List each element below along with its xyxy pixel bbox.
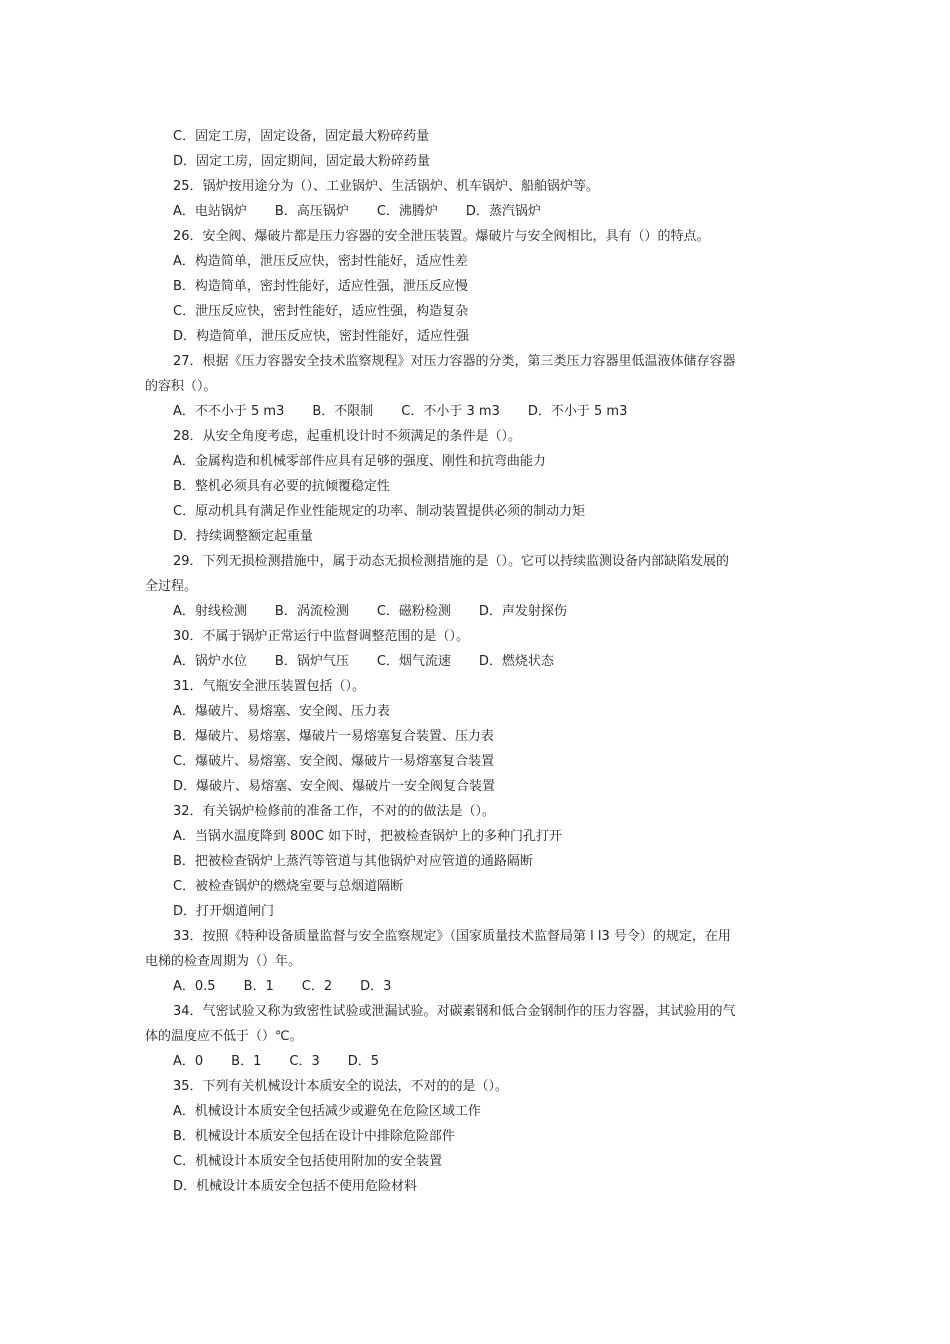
text-line: C．爆破片、易熔塞、安全阀、爆破片一易熔塞复合装置 [173, 754, 495, 769]
answer-option: C．沸腾炉 [376, 204, 438, 219]
text-line: 33．按照《特种设备质量监督与安全监察规定》（国家质量技术监督局第 l l3 号令）的规定，在用 [173, 929, 731, 944]
text-line: 30．不属于锅炉正常运行中监督调整范围的是（）。 [173, 629, 470, 644]
text-line: B．整机必须具有必要的抗倾覆稳定性 [173, 479, 390, 494]
answer-option: C．烟气流速 [376, 654, 451, 669]
text-line: D．打开烟道闸门 [173, 904, 275, 919]
text-line: D．持续调整额定起重量 [173, 529, 314, 544]
text-line-continuation: 全过程。 [145, 579, 198, 594]
text-line: 35．下列有关机械设计本质安全的说法，不对的的是（）。 [173, 1079, 509, 1094]
text-line: C．原动机具有满足作业性能规定的功率、制动装置提供必须的制动力矩 [173, 504, 586, 519]
text-line-continuation: 电梯的检查周期为（）年。 [145, 954, 302, 969]
answer-option: A．不不小于 5 m3 [173, 404, 285, 419]
text-line-continuation: 体的温度应不低于（）℃。 [145, 1029, 303, 1044]
text-line: 29．下列无损检测措施中，属于动态无损检测措施的是（）。它可以持续监测设备内部缺陷发展的 [173, 554, 730, 569]
text-line: D．爆破片、易熔塞、安全阀、爆破片一安全阀复合装置 [173, 779, 496, 794]
answer-option: B．高压锅炉 [274, 204, 349, 219]
option-row [0, 974, 950, 999]
text-line-continuation: 的容积（）。 [145, 379, 217, 394]
document-body [0, 124, 950, 1199]
answer-option: C．3 [289, 1054, 320, 1069]
text-line: 32．有关锅炉检修前的准备工作，不对的的做法是（）。 [173, 804, 496, 819]
option-row [0, 599, 950, 624]
answer-option: C．不小于 3 m3 [401, 404, 500, 419]
answer-option: A．0.5 [173, 979, 216, 994]
answer-option: C．磁粉检测 [376, 604, 451, 619]
text-line: D．构造简单，泄压反应快，密封性能好，适应性强 [173, 329, 470, 344]
answer-option: B．1 [243, 979, 274, 994]
option-row [0, 199, 950, 224]
answer-option: A．锅炉水位 [173, 654, 247, 669]
text-line: A．机械设计本质安全包括减少或避免在危险区域工作 [173, 1104, 481, 1119]
answer-option: B．不限制 [312, 404, 374, 419]
text-line: 25．锅炉按用途分为（）、工业锅炉、生活锅炉、机车锅炉、船舶锅炉等。 [173, 179, 600, 194]
answer-option: D．3 [360, 979, 392, 994]
text-line: 31．气瓶安全泄压装置包括（）。 [173, 679, 366, 694]
answer-option: A．0 [173, 1054, 204, 1069]
option-row [0, 649, 950, 674]
text-line: A．构造简单，泄压反应快，密封性能好，适应性差 [173, 254, 468, 269]
answer-option: D．声发射探伤 [478, 604, 567, 619]
text-line: A．爆破片、易熔塞、安全阀、压力表 [173, 704, 390, 719]
text-line: 34．气密试验又称为致密性试验或泄漏试验。对碳素钢和低合金钢制作的压力容器，其试验用的气 [173, 1004, 736, 1019]
text-line: A．金属构造和机械零部件应具有足够的强度、刚性和抗弯曲能力 [173, 454, 546, 469]
text-line: B．机械设计本质安全包括在设计中排除危险部件 [173, 1129, 455, 1144]
text-line: B．构造简单，密封性能好，适应性强，泄压反应慢 [173, 279, 468, 294]
answer-option: A．电站锅炉 [173, 204, 247, 219]
text-line: B．爆破片、易熔塞、爆破片一易熔塞复合装置、压力表 [173, 729, 494, 744]
text-line: C．泄压反应快，密封性能好，适应性强，构造复杂 [173, 304, 469, 319]
text-line: D．机械设计本质安全包括不使用危险材料 [173, 1179, 418, 1194]
text-line: C．机械设计本质安全包括使用附加的安全装置 [173, 1154, 443, 1169]
text-line: C．被检查锅炉的燃烧室要与总烟道隔断 [173, 879, 404, 894]
answer-option: D．5 [347, 1054, 380, 1069]
answer-option: D．蒸汽锅炉 [465, 204, 541, 219]
answer-option: D．燃烧状态 [478, 654, 554, 669]
text-line: D．固定工房，固定期间，固定最大粉碎药量 [173, 154, 431, 169]
answer-option: B．1 [231, 1054, 262, 1069]
text-line: A．当锅水温度降到 800C 如下时，把被检查锅炉上的多种门孔打开 [173, 829, 563, 844]
answer-option: D．不小于 5 m3 [527, 404, 628, 419]
answer-option: B．涡流检测 [274, 604, 349, 619]
text-line: C．固定工房，固定设备，固定最大粉碎药量 [173, 129, 430, 144]
text-line: 28．从安全角度考虑，起重机设计时不须满足的条件是（）。 [173, 429, 522, 444]
text-line: 27．根据《压力容器安全技术监察规程》对压力容器的分类，第三类压力容器里低温液体储存容器 [173, 354, 736, 369]
answer-option: C．2 [301, 979, 333, 994]
text-line: B．把被检查锅炉上蒸汽等管道与其他锅炉对应管道的通路隔断 [173, 854, 533, 869]
text-line: 26．安全阀、爆破片都是压力容器的安全泄压装置。爆破片与安全阀相比，具有（）的特点。 [173, 229, 710, 244]
answer-option: B．锅炉气压 [274, 654, 349, 669]
answer-option: A．射线检测 [173, 604, 247, 619]
option-row [0, 399, 950, 424]
option-row [0, 1049, 950, 1074]
